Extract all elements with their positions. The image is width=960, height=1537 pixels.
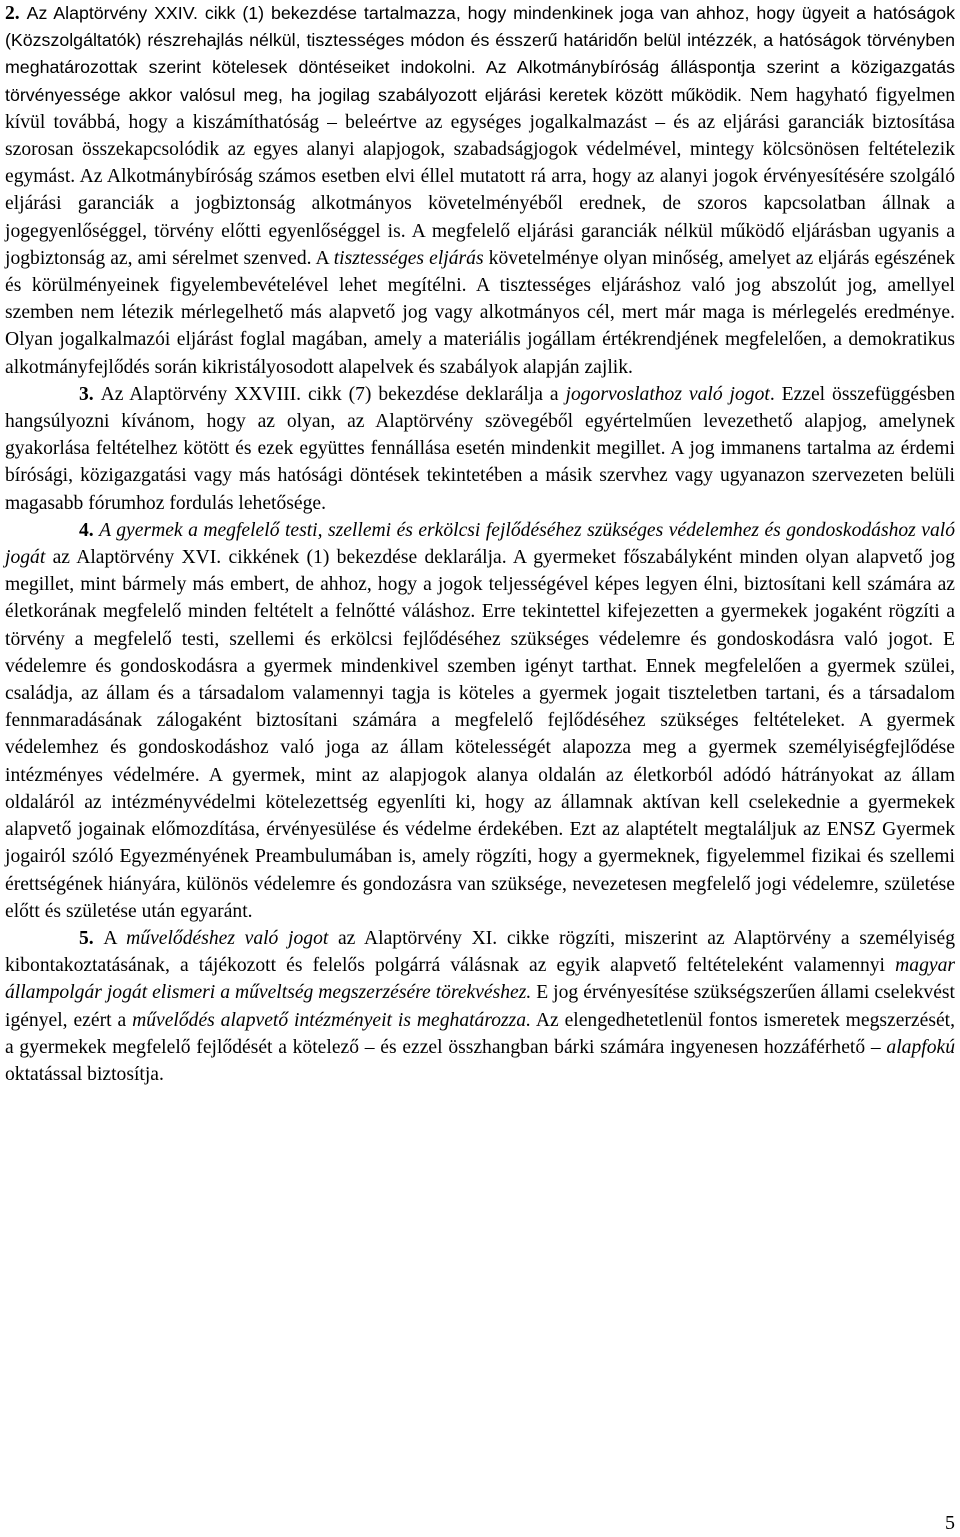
text-run: . Ezzel összefüggésben hangsúlyozni kívánom, hogy az olyan, az Alaptörvény szövegéből egyértelműen levezethető alapjog, amelynek gyakorlása feltételhez kötött és ezek együttes fennállása esetén mindenkit megillet. A jog immanens tartalma az érdemi bírósági, közigazgatási vagy más hatósági döntések tekintetében a másik szervhez vagy ugyanazon szervezeten belüli magasabb fórumhoz fordulás lehetősége. [5,383,955,514]
text-run: Az Alaptörvény XXIV. cikk (1) bekezdése tartalmazza, hogy mindenkinek joga van ahhoz, hogy ügyeit a hatóságok (Közszolgáltatók) részrehajlás nélkül, tisztességes módon és ésszerű határidőn belül intézzék, a hatóságok törvényben meghatározottak szerint kötelesek döntéseiket indokolni. [5,3,956,78]
section-number: 3. [79,383,101,405]
emphasized-term: jogorvoslathoz való jogot [565,383,770,405]
text-run: Az elengedhetetlenül fontos ismeretek megszerzését, a gyermekek megfelelő fejlődését a kötelező – és ezzel összhangban bárki számára ingyenesen hozzáférhető – [5,1009,955,1058]
page-number: 5 [945,1512,955,1534]
document-body [5,0,955,1088]
emphasized-term: A gyermek a megfelelő testi, szellemi és erkölcsi fejlődéséhez szükséges védelemhez és gondoskodáshoz való jogát [5,519,956,569]
section-number: 5. [79,927,104,949]
text-run: Az Alaptörvény XXVIII. cikk (7) bekezdése deklarálja a [100,383,566,405]
emphasized-term: magyar állampolgár jogát elismeri a műveltség megszerzésére törekvéshez. [5,955,955,1004]
section-number: 4. [79,519,100,541]
paragraph-3 [5,381,955,517]
emphasized-term: alapfokú [886,1036,955,1058]
paragraph-2 [5,0,955,381]
emphasized-term: tisztességes eljárás [333,247,484,269]
paragraph-5 [5,925,955,1088]
text-run: követelménye olyan minőség, amelyet az eljárás egészének és körülményeinek figyelembevételével lehet megítélni. A tisztességes eljáráshoz való jog abszolút jog, amellyel szemben nem létezik mérlegelhető más alapvető jog vagy alkotmányos cél, mert már maga is mérlegelés eredménye. Olyan jogalkalmazói eljárást foglal magában, amely a materiális jogállam értékrendjének megfelelően, a demokratikus alkotmányfejlődés során kikristályosodott alapelvek és szabályok alapján zajlik. [5,247,955,378]
text-run: az Alaptörvény XI. cikke rögzíti, miszerint az Alaptörvény a személyiség kibontakoztatásának, a tájékozott és felelős polgárrá válásnak az egyik alapvető feltételeként valamennyi [5,927,955,977]
text-run: Nem hagyható figyelmen kívül továbbá, hogy a kiszámíthatóság – beleértve az egységes jogalkalmazást – és az eljárási garanciák biztosítása szorosan összekapcsolódik az egyes alanyi alapjogok, szabadságjogok védelmével, mintegy kölcsönösen feltételezik egymást. [5,84,955,188]
text-run: Az Alkotmánybíróság álláspontja szerint a közigazgatás törvényessége akkor valósul meg, ha jogilag szabályozott eljárási keretek között működik. [5,57,955,105]
section-number: 2. [5,3,27,24]
text-run: A [103,927,127,949]
text-run: az Alaptörvény XVI. cikkének (1) bekezdése deklarálja. A gyermeket főszabályként minden olyan alapvető jog megillet, mint bármely más embert, de ahhoz, hogy a jogok teljességével képes legyen élni, biztosítani kell számára az életkorának megfelelő minden feltételt a felnőtté váláshoz. Erre tekintettel kifejezetten a gyermekek jogaként rögzíti a törvény a megfelelő testi, szellemi és erkölcsi fejlődéséhez szükséges védelemre és gondoskodásra való jogot. E védelemre és gondoskodásra a gyermek mindenkivel szemben igényt tarthat. Ennek megfelelően a gyermek szülei, családja, az állam és a társadalom valamennyi tagja is köteles a gyermek jogait tiszteletben tartani, és a társadalom fennmaradásának zálogaként biztosítani számára a megfelelő fejlődéséhez szükséges feltételeket. A gyermek védelemhez és gondoskodáshoz való joga az állam kötelességét alapozza meg a gyermek személyiségfejlődése intézményes védelmére. A gyermek, mint az alapjogok alanya oldalán az életkorból adódó hátrányokat az állam oldaláról az intézményvédelmi kötelezettség egyenlíti ki, hogy az államnak aktívan kell cselekednie a gyermekek alapvető jogainak előmozdítása, érvényesülése és védelme érdekében. Ezt az alaptételt megtaláljuk az ENSZ Gyermek jogairól szóló Egyezményének Preambulumában is, amely rögzíti, hogy a gyermeknek, figyelemmel fizikai és szellemi érettségének hiányára, különös védelemre és gondozásra van szüksége, nevezetesen megfelelő jogi védelemre, születése előtt és születése után egyaránt. [5,547,955,922]
emphasized-term: művelődés alapvető intézményeit is meghatározza. [132,1009,531,1031]
text-run: oktatással biztosítja. [5,1063,164,1085]
paragraph-4 [5,517,955,925]
text-run: E jog érvényesítése szükségszerűen állami cselekvést igényel, ezért a [5,982,955,1031]
text-run: Az Alkotmánybíróság számos esetben elvi éllel mutatott rá arra, hogy az alanyi jogok érvényesítésére szolgáló eljárási garanciák a jogbiztonság alkotmányos követelményéből erednek, de szoros kapcsolatban állnak a jogegyenlőséggel, törvény előtti egyenlőséggel is. A megfelelő eljárási garanciák nélkül működő eljárásban ugyanis a jogbiztonság az, ami sérelmet szenved. A [5,166,955,269]
emphasized-term: művelődéshez való jogot [126,927,329,949]
